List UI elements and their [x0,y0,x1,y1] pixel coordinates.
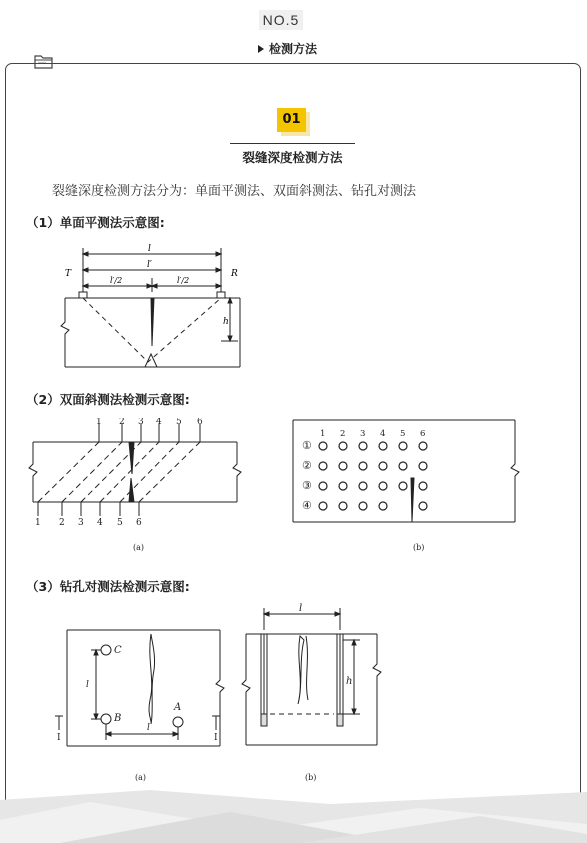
fig3a-section-left: I [57,733,61,743]
test-hole [379,502,387,510]
test-hole [399,442,407,450]
title-divider [230,143,355,144]
triangle-icon [258,45,264,53]
test-hole-grid [319,442,427,510]
fig3b-hc-label: h [346,676,353,687]
fig1-half-left-label: l′/2 [110,276,123,285]
test-hole [339,482,347,490]
test-hole [399,462,407,470]
fig3b-caption: (b) [305,773,317,782]
intro-text: 裂缝深度检测方法分为：单面平测法、双面斜测法、钻孔对测法 [52,184,417,199]
fig3a-a-label: A [174,702,182,713]
test-hole [379,442,387,450]
fig2a-top-4: 4 [156,418,162,427]
heading-single-plane: （1）单面平测法示意图: [26,215,165,230]
fig2a-top-3: 3 [138,418,144,427]
fig2a-top-5: 5 [176,418,182,427]
fig3a-l-vert: l [86,680,89,690]
fig3a-section-right: I [214,733,218,743]
fig3a-caption: (a) [135,773,147,782]
double-oblique-diagram-b [285,418,525,558]
fig2a-bottom-4: 4 [97,518,103,528]
fig2a-top-2: 2 [119,418,125,427]
single-plane-diagram [55,240,255,375]
fig2a-top-1: 1 [96,418,102,427]
fig3a-c-label: C [114,645,122,656]
fig3a-l-horiz: l [147,723,150,733]
fig2b-col-2: 2 [340,429,346,439]
test-hole [319,502,327,510]
heading-borehole: （3）钻孔对测法检测示意图: [26,579,190,594]
section-title: 裂缝深度检测方法 [242,150,343,165]
test-hole [319,462,327,470]
borehole-diagram-a [55,620,240,785]
chapter-subtitle [258,40,317,57]
fig2b-col-5: 5 [400,429,406,439]
heading-double-oblique: （2）双面斜测法检测示意图: [26,392,190,407]
fig1-lprime-label: l′ [147,260,152,270]
test-hole [399,482,407,490]
fig1-t-label: T [65,269,72,279]
fig2b-caption: (b) [413,543,425,552]
fig2b-row-1: ① [302,439,312,452]
double-oblique-diagram-a [25,418,250,558]
test-hole [359,442,367,450]
fig3a-b-label: B [114,713,122,724]
fig2b-row-4: ④ [302,499,312,512]
test-hole [379,482,387,490]
test-hole [359,482,367,490]
test-hole [419,442,427,450]
fig1-r-label: R [231,269,238,279]
test-hole [319,482,327,490]
test-hole [379,462,387,470]
fig2a-bottom-5: 5 [117,518,123,528]
section-badge [277,108,310,136]
fig3b-l-label: l [299,603,303,614]
test-hole [419,462,427,470]
chapter-subtitle-text: 检测方法 [269,42,318,56]
test-hole [319,442,327,450]
fig2a-bottom-6: 6 [136,518,142,528]
decorative-bottom-band [0,790,587,843]
fig2b-row-3: ③ [302,479,312,492]
fig2a-bottom-3: 3 [78,518,84,528]
fig2a-bottom-1: 1 [35,518,41,528]
fig2b-col-1: 1 [320,429,326,439]
fig2a-caption: (a) [133,543,145,552]
fig1-hc-label: h [223,317,229,327]
fig2b-col-6: 6 [420,429,426,439]
fig2b-row-2: ② [302,459,312,472]
test-hole [419,482,427,490]
fig2a-bottom-2: 2 [59,518,65,528]
fig1-l-label: l [148,244,151,254]
test-hole [339,502,347,510]
chapter-number: NO.5 [259,10,303,30]
test-hole [339,442,347,450]
fig2b-col-4: 4 [380,429,386,439]
fig1-half-right-label: l′/2 [177,276,190,285]
test-hole [359,502,367,510]
fig2a-top-6: 6 [197,418,203,427]
badge-number: 01 [277,108,306,132]
borehole-diagram-b [232,600,397,785]
test-hole [339,462,347,470]
fig2b-col-3: 3 [360,429,366,439]
test-hole [359,462,367,470]
test-hole [419,502,427,510]
